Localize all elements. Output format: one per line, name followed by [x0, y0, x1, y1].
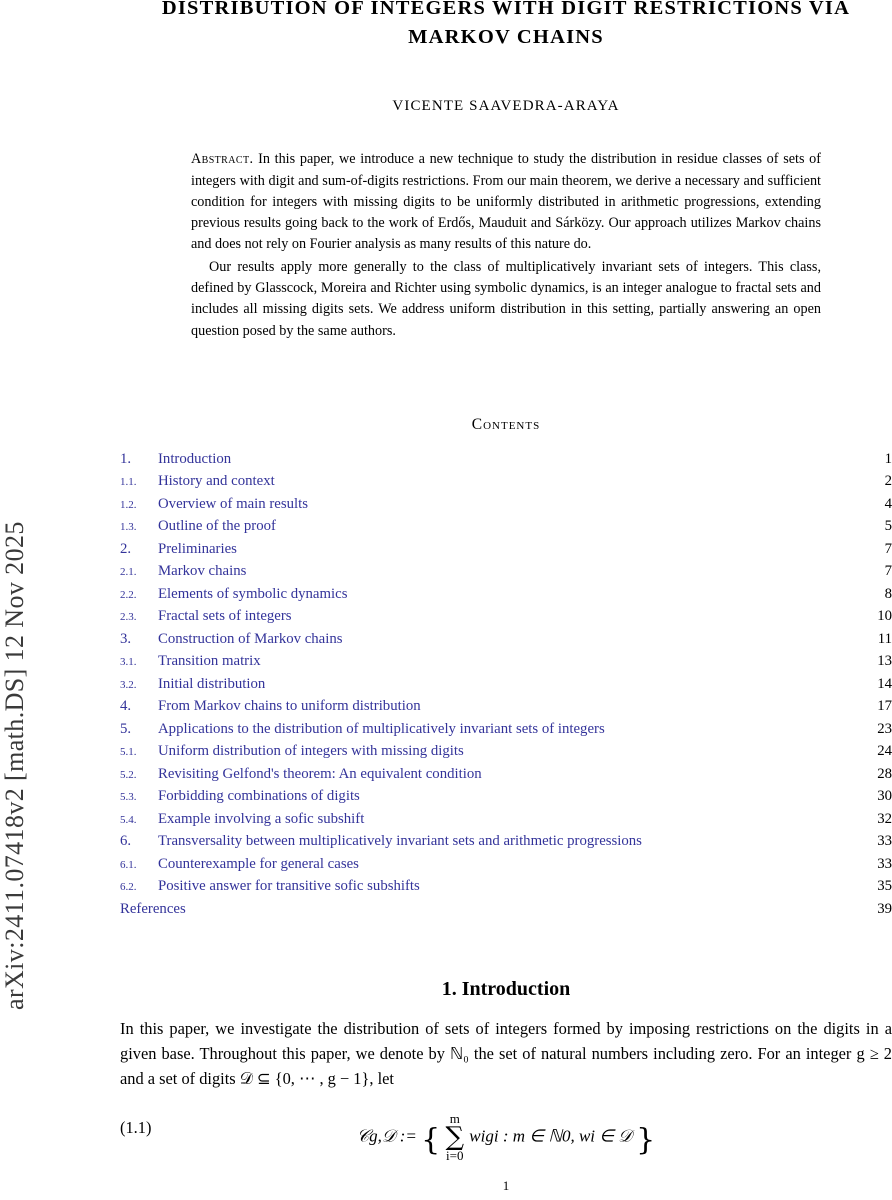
toc-number: 5.2. — [120, 768, 137, 781]
toc-page: 10 — [877, 608, 892, 625]
toc-page: 17 — [877, 698, 892, 715]
toc-number: 3.2. — [120, 678, 137, 691]
toc-entry[interactable] — [120, 718, 892, 740]
toc-number: 4. — [120, 698, 132, 715]
toc-number: 5. — [120, 720, 132, 737]
toc-page: 8 — [884, 585, 892, 602]
toc-label[interactable]: Markov chains — [158, 563, 247, 580]
equation-body — [120, 1112, 892, 1163]
toc-page: 32 — [877, 810, 892, 827]
section-heading — [120, 978, 892, 1001]
toc-entry[interactable] — [120, 673, 892, 695]
toc-number: 2.3. — [120, 611, 137, 624]
toc-page: 30 — [877, 788, 892, 805]
toc-page: 7 — [884, 540, 892, 557]
introduction-text: In this paper, we investigate the distribution of sets of integers formed by imposing restrictions on the digits in a given base. Throughout this paper, we denote by ℕ₀ the set of natural numbers including zero. For an integer g ≥ 2 and a set of digits 𝒟 ⊆ {0, ⋯ , g − 1}, let — [120, 1019, 892, 1088]
abstract-text-1: In this paper, we introduce a new technique to study the distribution in residue classes of sets of integers with digit and sum-of-digits restrictions. From our main theorem, we derive a necessary and sufficient condition for integers with missing digits to be uniformly distributed in arithmetic progressions, extending previous results going back to the work of Erdős, Mauduit and Sárközy. Our approach utilizes Markov chains and does not rely on Fourier analysis as many results of this nature do. — [191, 151, 821, 253]
toc-page: 24 — [877, 743, 892, 760]
abstract-paragraph-1 — [191, 149, 821, 255]
toc-entry[interactable] — [120, 808, 892, 830]
toc-number: 1.2. — [120, 498, 137, 511]
toc-page: 4 — [884, 495, 892, 512]
sigma-icon: ∑ — [445, 1121, 465, 1152]
page-title — [120, 0, 892, 52]
equation-tag: (1.1) — [120, 1117, 152, 1137]
toc-label[interactable]: Counterexample for general cases — [158, 855, 359, 872]
toc-entry[interactable] — [120, 628, 892, 650]
right-brace: } — [636, 1122, 656, 1158]
left-brace: { — [421, 1122, 441, 1158]
toc-entry[interactable] — [120, 785, 892, 807]
toc-entry-references[interactable] — [120, 898, 892, 920]
toc-page: 28 — [877, 765, 892, 782]
toc-entry[interactable] — [120, 853, 892, 875]
toc-label[interactable]: Outline of the proof — [158, 518, 276, 535]
paper-page — [120, 0, 892, 1200]
toc-entry[interactable] — [120, 830, 892, 852]
sum-upper-limit: m — [449, 1110, 460, 1126]
toc-label[interactable]: Example involving a sofic subshift — [158, 810, 365, 827]
toc-number: 3. — [120, 630, 132, 647]
toc-page: 33 — [877, 833, 892, 850]
table-of-contents — [120, 448, 892, 920]
toc-label[interactable]: Positive answer for transitive sofic subshifts — [158, 878, 420, 895]
title-line-2: MARKOV CHAINS — [408, 26, 604, 49]
toc-number: 6.1. — [120, 858, 137, 871]
toc-entry[interactable] — [120, 583, 892, 605]
toc-number: 6. — [120, 833, 132, 850]
toc-label[interactable]: Forbidding combinations of digits — [158, 788, 360, 805]
toc-number: 5.3. — [120, 791, 137, 804]
equation-summand: wigi — [469, 1126, 499, 1146]
toc-label[interactable]: Transversality between multiplicatively invariant sets and arithmetic progressions — [158, 833, 642, 850]
abstract-heading: Abstract. — [191, 151, 254, 168]
toc-label[interactable]: Transition matrix — [158, 653, 261, 670]
toc-number: 6.2. — [120, 881, 137, 894]
toc-label[interactable]: References — [120, 900, 186, 917]
toc-page: 14 — [877, 675, 892, 692]
toc-page: 23 — [877, 720, 892, 737]
abstract-block — [191, 149, 821, 342]
toc-entry[interactable] — [120, 695, 892, 717]
section-title: Introduction — [461, 978, 571, 1001]
toc-page: 5 — [884, 518, 892, 535]
section-number: 1. — [441, 978, 457, 1001]
toc-number: 1. — [120, 450, 132, 467]
toc-page: 13 — [877, 653, 892, 670]
toc-entry[interactable] — [120, 650, 892, 672]
toc-label[interactable]: Preliminaries — [158, 540, 237, 557]
arxiv-stamp-text: arXiv:2411.07418v2 [math.DS] 12 Nov 2025 — [0, 521, 29, 1010]
toc-label[interactable]: From Markov chains to uniform distribution — [158, 698, 421, 715]
toc-page: 11 — [877, 630, 892, 647]
toc-entry[interactable] — [120, 560, 892, 582]
toc-label[interactable]: Elements of symbolic dynamics — [158, 585, 348, 602]
toc-label[interactable]: Fractal sets of integers — [158, 608, 292, 625]
equation-condition: : m ∈ ℕ0, wi ∈ 𝒟 — [502, 1126, 632, 1146]
toc-number: 2. — [120, 540, 132, 557]
toc-entry[interactable] — [120, 538, 892, 560]
title-line-1: DISTRIBUTION OF INTEGERS WITH DIGIT RESTRICTIONS VIA — [161, 0, 851, 19]
toc-entry[interactable] — [120, 605, 892, 627]
toc-label[interactable]: Introduction — [158, 450, 232, 467]
toc-page: 33 — [877, 855, 892, 872]
toc-page: 2 — [884, 473, 892, 490]
toc-entry[interactable] — [120, 515, 892, 537]
abstract-paragraph-2: Our results apply more generally to the class of multiplicatively invariant sets of integers. This class, defined by Glasscock, Moreira and Richter using symbolic dynamics, is an integer analogue to fractal sets and includes all missing digits sets. We address uniform distribution in this setting, partially answering an open question posed by the same authors. — [191, 258, 821, 339]
toc-number: 1.3. — [120, 521, 137, 534]
sum-lower-limit: i=0 — [446, 1147, 464, 1163]
toc-number: 5.1. — [120, 746, 137, 759]
page-number: 1 — [502, 1178, 510, 1193]
arxiv-stamp — [0, 0, 50, 1200]
toc-label[interactable]: Overview of main results — [158, 495, 308, 512]
contents-heading: Contents — [471, 415, 541, 433]
toc-page: 1 — [884, 450, 892, 467]
toc-entry[interactable] — [120, 493, 892, 515]
toc-entry[interactable] — [120, 875, 892, 897]
toc-entry[interactable] — [120, 470, 892, 492]
toc-entry[interactable] — [120, 448, 892, 470]
toc-label[interactable]: History and context — [158, 473, 275, 490]
toc-number: 1.1. — [120, 476, 137, 489]
toc-number: 5.4. — [120, 813, 137, 826]
introduction-paragraph — [120, 1017, 892, 1092]
toc-label[interactable]: Construction of Markov chains — [158, 630, 343, 647]
toc-label[interactable]: Uniform distribution of integers with missing digits — [158, 743, 464, 760]
summation-symbol — [445, 1112, 464, 1163]
toc-page: 39 — [877, 900, 892, 917]
toc-number: 2.2. — [120, 588, 137, 601]
toc-page: 7 — [884, 563, 892, 580]
toc-label[interactable]: Revisiting Gelfond's theorem: An equivalent condition — [158, 765, 482, 782]
equation-1-1 — [120, 1112, 892, 1163]
toc-label[interactable]: Initial distribution — [158, 675, 266, 692]
toc-number: 3.1. — [120, 656, 137, 669]
author-name: VICENTE SAAVEDRA-ARAYA — [392, 98, 620, 115]
toc-number: 2.1. — [120, 566, 137, 579]
toc-entry[interactable] — [120, 740, 892, 762]
equation-lhs: 𝒞g,𝒟 := — [356, 1126, 417, 1146]
toc-entry[interactable] — [120, 763, 892, 785]
toc-page: 35 — [877, 878, 892, 895]
toc-label[interactable]: Applications to the distribution of multiplicatively invariant sets of integers — [158, 720, 605, 737]
